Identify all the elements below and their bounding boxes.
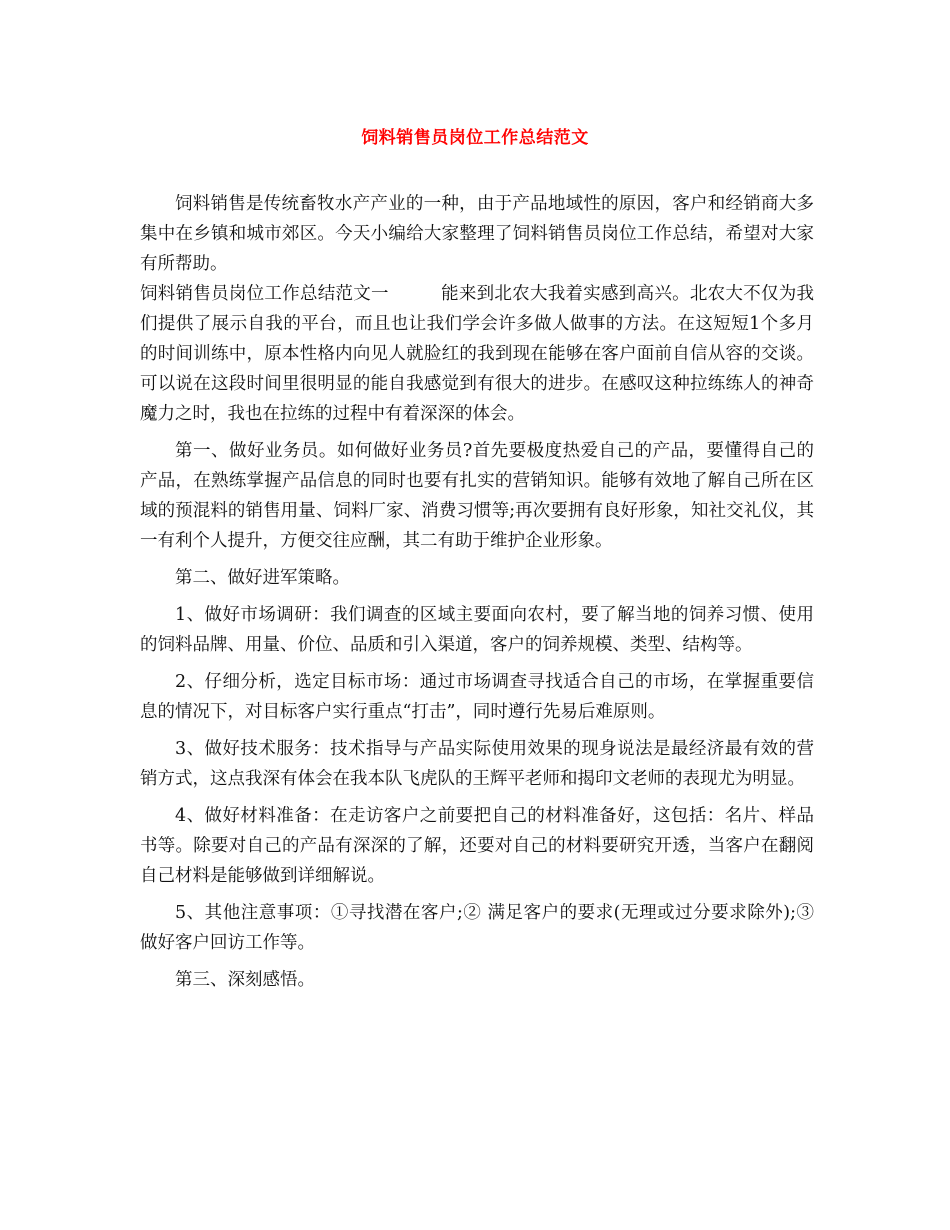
section-one-heading: 饲料销售员岗位工作总结范文一 xyxy=(140,284,389,304)
section-one-paragraph xyxy=(140,279,814,429)
paragraph-other-notes: 5、其他注意事项：①寻找潜在客户;② 满足客户的要求(无理或过分要求除外);③ 做好客户回访工作等。 xyxy=(140,903,814,953)
paragraph-insight-heading: 第三、深刻感悟。 xyxy=(175,970,315,990)
paragraph-target-market: 2、仔细分析，选定目标市场：通过市场调查寻找适合自己的市场，在掌握重要信息的情况下，对目标客户实行重点“打击”，同时遵行先易后难原则。 xyxy=(140,672,814,722)
paragraph-do-salesman: 第一、做好业务员。如何做好业务员?首先要极度热爱自己的产品，要懂得自己的产品，在熟练掌握产品信息的同时也要有扎实的营销知识。能够有效地了解自己所在区域的预混料的销售用量、饲料厂家、消费习惯等;再次要拥有良好形象，知社交礼仪，其一有利个人提升，方便交往应酬，其二有助于维护企业形象。 xyxy=(140,441,814,551)
section-one-opening: 能来到北农大我着实感到高兴。北农大不仅为我们提供了展示自我的平台，而且也让我们学会许多做人做事的方法。在这短短1个多月的时间训练中，原本性格内向见人就脸红的我到现在能够在客户面前自信从容的交谈。可以说在这段时间里很明显的能自我感觉到有很大的进步。在感叹这种拉练练人的神奇魔力之时，我也在拉练的过程中有着深深的体会。 xyxy=(140,284,815,424)
paragraph-market-research: 1、做好市场调研：我们调查的区域主要面向农村，要了解当地的饲养习惯、使用的饲料品牌、用量、价位、品质和引入渠道，客户的饲养规模、类型、结构等。 xyxy=(140,605,814,655)
paragraph-strategy-heading: 第二、做好进军策略。 xyxy=(175,568,350,588)
document-title: 饲料销售员岗位工作总结范文 xyxy=(361,128,589,148)
intro-paragraph: 饲料销售是传统畜牧水产产业的一种，由于产品地域性的原因，客户和经销商大多集中在乡镇和城市郊区。今天小编给大家整理了饲料销售员岗位工作总结，希望对大家有所帮助。 xyxy=(140,194,814,274)
paragraph-materials: 4、做好材料准备：在走访客户之前要把自己的材料准备好，这包括：名片、样品书等。除要对自己的产品有深深的了解，还要对自己的材料要研究开透，当客户在翻阅自己材料是能够做到详细解说。 xyxy=(140,806,814,886)
document-body xyxy=(140,189,814,1002)
paragraph-tech-service: 3、做好技术服务：技术指导与产品实际使用效果的现身说法是最经济最有效的营销方式，这点我深有体会在我本队飞虎队的王辉平老师和揭印文老师的表现尤为明显。 xyxy=(140,739,814,789)
